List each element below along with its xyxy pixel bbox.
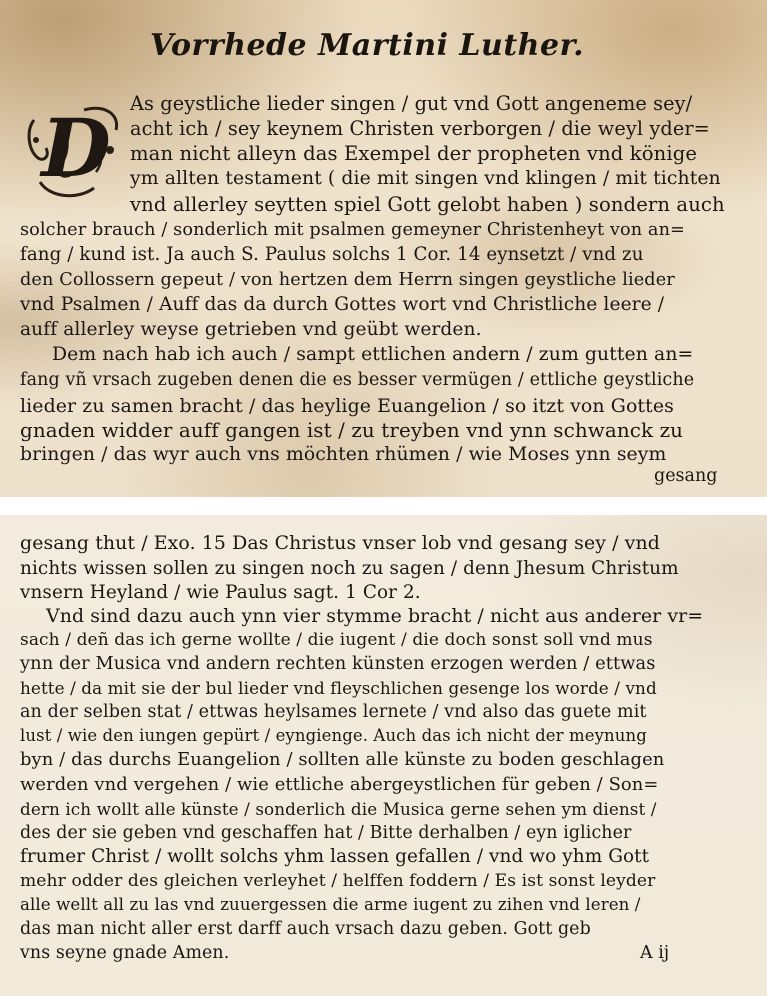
signature-mark: A ij [640, 943, 670, 963]
text-line: vnd Psalmen / Auff das da durch Gottes wort vnd Christliche leere / [20, 294, 665, 315]
text-line: bringen / das wyr auch vns möchten rhümen / wie Moses ynn seym [20, 444, 667, 465]
text-line: mehr odder des gleichen verleyhet / helffen foddern / Es ist sonst leyder [20, 871, 656, 891]
text-line: ym allten testament ( die mit singen vnd klingen / mit tichten [130, 168, 721, 189]
text-line: alle wellt all zu las vnd zuuergessen die arme iugent zu zihen vnd leren / [20, 895, 641, 914]
text-line: lust / wie den iungen gepürt / eyngienge. Auch das ich nicht der meynung [20, 726, 647, 745]
text-line: As geystliche lieder singen / gut vnd Gott angeneme sey/ [130, 92, 693, 115]
page-heading: Vorrhede Martini Luther. [150, 28, 585, 63]
catchword: gesang [654, 466, 718, 486]
text-line: acht ich / sey keynem Christen verborgen / die weyl yder= [130, 117, 710, 140]
text-line: vns seyne gnade Amen. [20, 943, 230, 963]
text-line: nichts wissen sollen zu singen noch zu sagen / denn Jhesum Christum [20, 558, 679, 579]
text-line: sach / deñ das ich gerne wollte / die iugent / die doch sonst soll vnd mus [20, 630, 653, 650]
text-line: ynn der Musica vnd andern rechten künsten erzogen werden / ettwas [20, 653, 656, 674]
text-line: an der selben stat / ettwas heylsames lernete / vnd also das guete mit [20, 702, 647, 722]
text-line: lieder zu samen bracht / das heylige Euangelion / so itzt von Gottes [20, 395, 674, 417]
svg-text:D: D [41, 101, 111, 195]
text-line: auff allerley weyse getrieben vnd geübt werden. [20, 319, 482, 340]
text-line: frumer Christ / wollt solchs yhm lassen gefallen / vnd wo yhm Gott [20, 846, 650, 867]
text-line: Dem nach hab ich auch / sampt ettlichen andern / zum gutten an= [52, 344, 694, 365]
text-line: gnaden widder auff gangen ist / zu treyben vnd ynn schwanck zu [20, 419, 684, 442]
text-line: byn / das durchs Euangelion / sollten alle künste zu boden geschlagen [20, 749, 665, 770]
text-line: fang vñ vrsach zugeben denen die es besser vermügen / ettliche geystliche [20, 370, 695, 390]
page-separator [0, 497, 767, 515]
lower-page-scan [0, 515, 767, 996]
text-line: den Collossern gepeut / von hertzen dem Herrn singen geystliche lieder [20, 270, 675, 290]
upper-page-scan [0, 0, 767, 497]
text-line: hette / da mit sie der bul lieder vnd fleyschlichen gesenge los worde / vnd [20, 678, 657, 698]
text-line: dern ich wollt alle künste / sonderlich die Musica gerne sehen ym dienst / [20, 799, 657, 819]
text-line: werden vnd vergehen / wie ettliche abergeystlichen für geben / Son= [20, 774, 659, 795]
text-line: solcher brauch / sonderlich mit psalmen gemeyner Christenheyt von an= [20, 220, 685, 240]
text-line: vnd allerley seytten spiel Gott gelobt haben ) sondern auch [130, 193, 725, 216]
text-line: man nicht alleyn das Exempel der propheten vnd könige [130, 142, 698, 165]
decorated-initial-letter [24, 100, 128, 204]
text-line: gesang thut / Exo. 15 Das Christus vnser lob vnd gesang sey / vnd [20, 532, 660, 554]
text-line: des der sie geben vnd geschaffen hat / Bitte derhalben / eyn iglicher [20, 823, 632, 843]
text-line: das man nicht aller erst darff auch vrsach dazu geben. Gott geb [20, 919, 591, 939]
text-line: vnsern Heyland / wie Paulus sagt. 1 Cor 2. [20, 582, 421, 603]
text-line: fang / kund ist. Ja auch S. Paulus solchs 1 Cor. 14 eynsetzt / vnd zu [20, 244, 644, 265]
text-line: Vnd sind dazu auch ynn vier stymme bracht / nicht aus anderer vr= [46, 605, 704, 627]
